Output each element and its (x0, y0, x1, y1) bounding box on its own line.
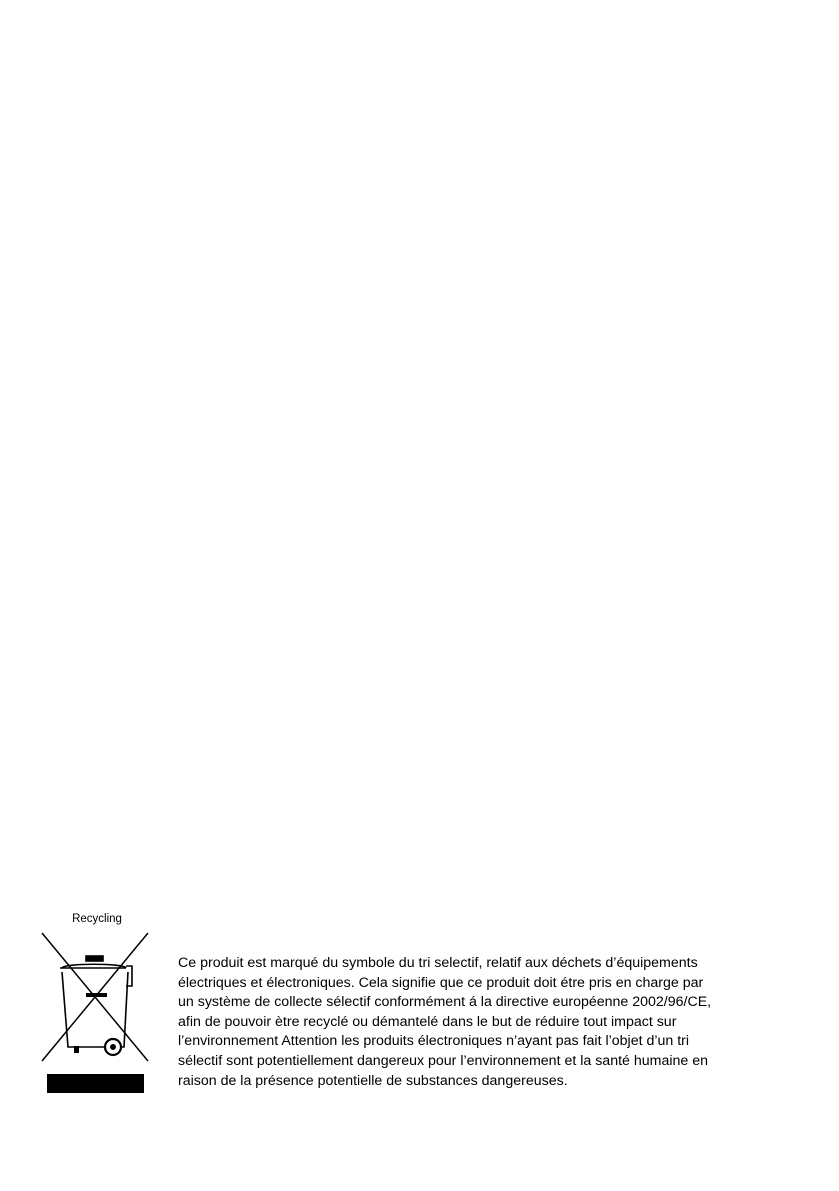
notice-line: Ce produit est marqué du symbole du tri selectif, relatif aux déchets d’équipements (178, 955, 698, 971)
recycling-notice (178, 954, 778, 1091)
notice-line: l’environnement Attention les produits électroniques n’ayant pas fait l’objet d’un tri (178, 1033, 690, 1050)
recycling-section (38, 912, 150, 1097)
notice-line: sélectif sont potentiellement dangereux pour l’environnement et la santé humaine en (178, 1052, 709, 1069)
notice-line: raison de la présence potentielle de substances dangereuses. (178, 1072, 568, 1089)
notice-line: un système de collecte sélectif conformément á la directive européenne 2002/96/CE, (178, 994, 712, 1011)
recycling-label: Recycling (72, 913, 122, 925)
notice-line: afin de pouvoir ètre recyclé ou démantelé dans le but de réduire tout impact sur (178, 1013, 677, 1030)
black-bar (47, 1074, 144, 1093)
notice-line: électriques et électroniques. Cela signifie que ce produit doit étre pris en charge par (178, 974, 704, 991)
crossed-out-wheelie-bin-icon (40, 932, 150, 1074)
